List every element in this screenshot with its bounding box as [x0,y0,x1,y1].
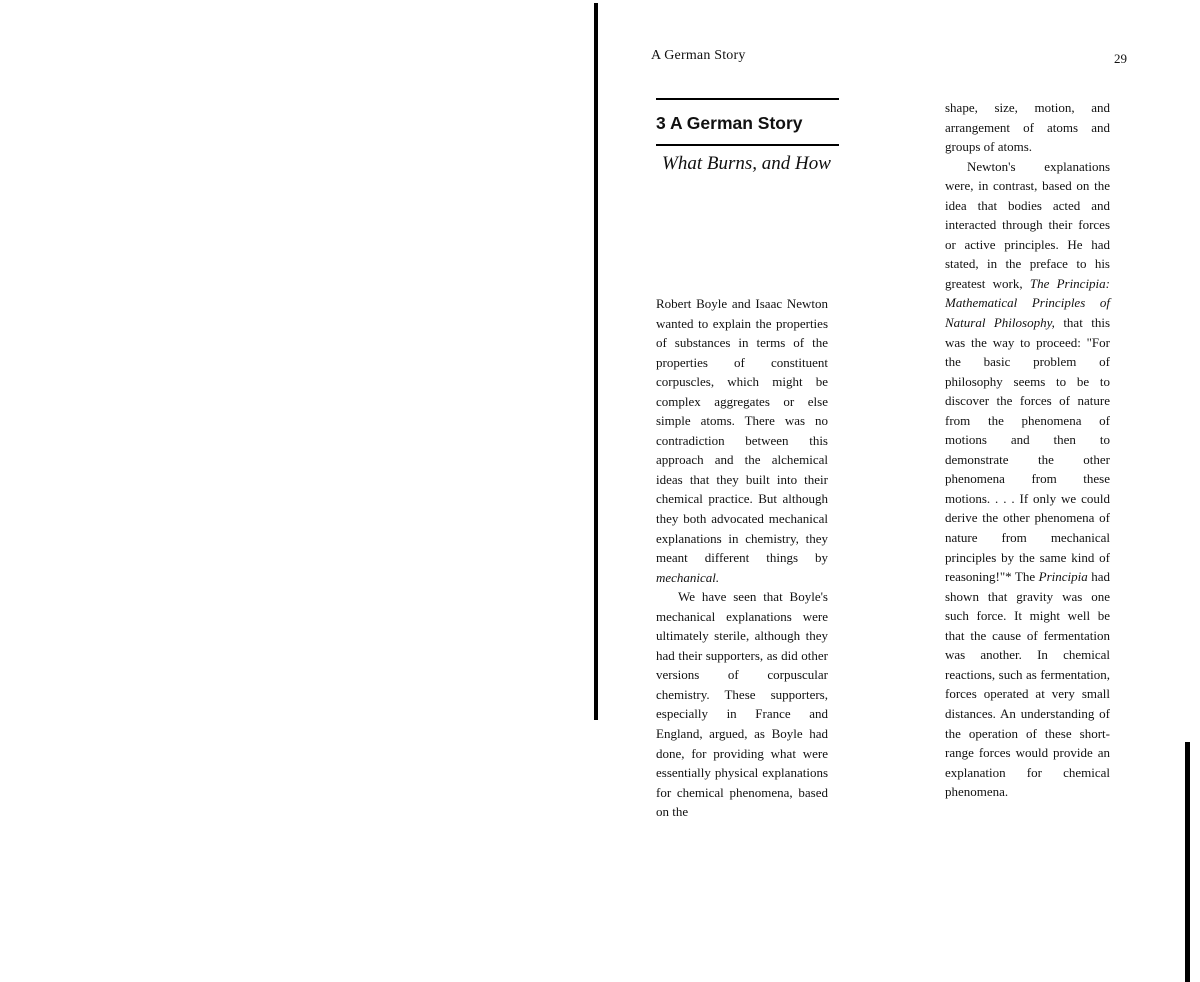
paragraph [945,157,1110,802]
chapter-rule-bottom [656,144,839,146]
page-number: 29 [1114,51,1127,66]
chapter-subtitle: What Burns, and How [662,153,831,174]
page-edge-rule-left [594,3,598,720]
paragraph: shape, size, motion, and arrangement of atoms and groups of atoms. [945,100,1110,155]
paragraph [656,294,828,587]
paragraph-text: Robert Boyle and Isaac Newton wanted to explain the properties of substances in terms of the properties of constituent corpuscles, which might be complex aggregates or else simple atoms. There was no contradiction between this approach and the alchemical ideas that they built into their chemical practice. But although they both advocated mechanical explanations in chemistry, they meant different things by [656,296,828,566]
body-column-left [656,294,828,822]
book-title-italic: Principia [1038,569,1088,585]
body-column-right [945,98,1110,802]
paragraph-text: Newton's explanations were, in contrast, based on the idea that bodies acted and interacted through their forces or active principles. He had stated, in the preface to his greatest work, [945,158,1110,291]
emphasis-text: mechanical. [656,569,720,585]
running-head: A German Story [651,48,746,63]
book-title-italic: The Principia: Mathematical Principles of Natural Philosophy, [945,275,1111,331]
paragraph-text: that this was the way to proceed: "For the basic problem of philosophy seems to be to discover the forces of nature from the phenomena of motions and then to demonstrate the other phenomena from these motions. . . . If only we could derive the other phenomena of nature from mechanical principles by the same kind of reasoning!"* The [945,315,1111,585]
paragraph-text: had shown that gravity was one such force. It might well be that the cause of fermentation was another. In chemical reactions, such as fermentation, forces operated at very small distances. An understanding of the operation of these short-range forces would provide an explanation for chemical phenomena. [945,569,1110,800]
paragraph: We have seen that Boyle's mechanical explanations were ultimately sterile, although they had their supporters, as did other versions of corpuscular chemistry. These supporters, especially in France and England, argued, as Boyle had done, for providing what were essentially physical explanations for chemical phenomena, based on the [656,589,828,820]
chapter-heading [656,98,839,175]
chapter-rule-top [656,98,839,100]
chapter-title: 3 A German Story [656,113,803,133]
page-edge-rule-right [1185,742,1190,982]
